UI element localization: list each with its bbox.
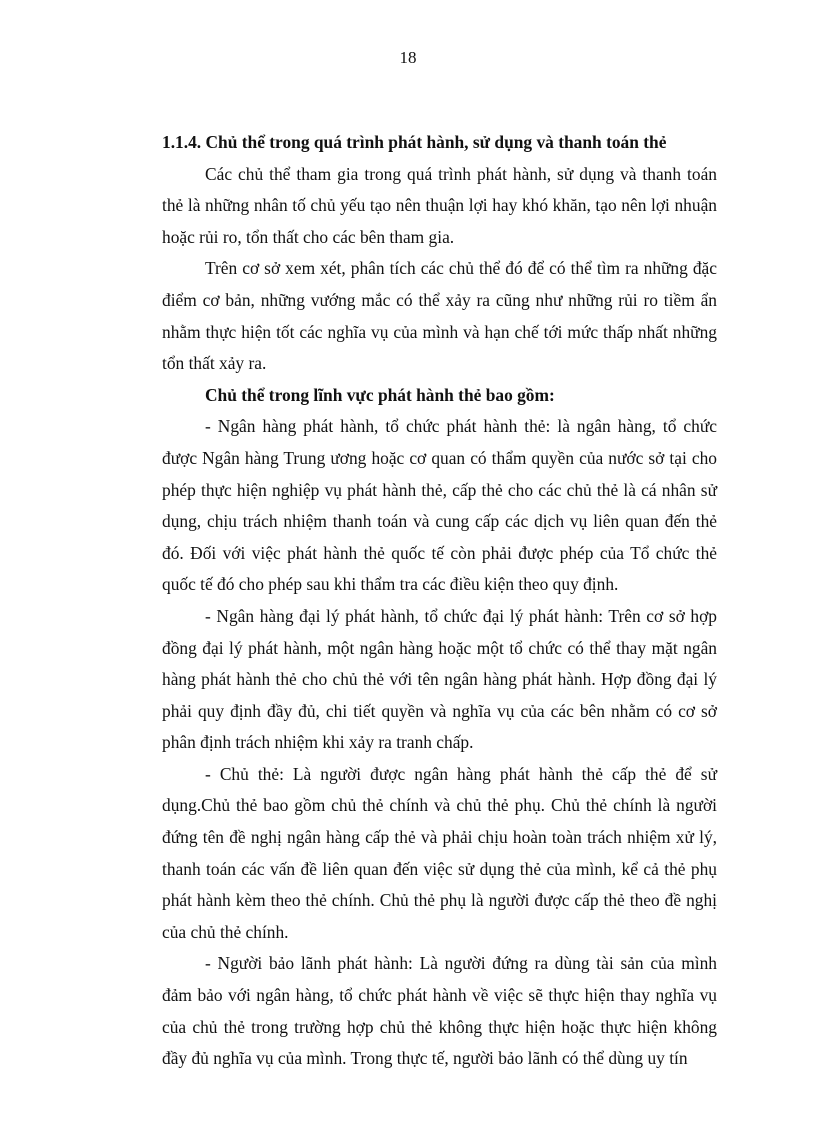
list-item-issuing-bank: - Ngân hàng phát hành, tổ chức phát hành thẻ: là ngân hàng, tổ chức được Ngân hàng Trung ương hoặc cơ quan có thẩm quyền của nước sở tại cho phép thực hiện nghiệp vụ phát hành thẻ, cấp thẻ cho các chủ thẻ là cá nhân sử dụng, chịu trách nhiệm thanh toán và cung cấp các dịch vụ liên quan đến thẻ đó. Đối với việc phát hành thẻ quốc tế còn phải được phép của Tổ chức thẻ quốc tế đó cho phép sau khi thẩm tra các điều kiện theo quy định. (162, 416, 717, 595)
analysis-paragraph: Trên cơ sở xem xét, phân tích các chủ thể đó để có thể tìm ra những đặc điểm cơ bản, những vướng mắc có thể xảy ra cũng như những rủi ro tiềm ẩn nhằm thực hiện tốt các nghĩa vụ của mình và hạn chế tới mức thấp nhất những tổn thất xảy ra. (162, 258, 717, 374)
page-number: 18 (399, 48, 417, 67)
document-body (162, 127, 717, 1075)
list-item-agent-bank: - Ngân hàng đại lý phát hành, tổ chức đại lý phát hành: Trên cơ sở hợp đồng đại lý phát hành, một ngân hàng hoặc một tổ chức có thể thay mặt ngân hàng phát hành thẻ cho chủ thẻ với tên ngân hàng phát hành. Hợp đồng đại lý phải quy định đầy đủ, chi tiết quyền và nghĩa vụ của các bên nhằm có cơ sở phân định trách nhiệm khi xảy ra tranh chấp. (162, 605, 717, 753)
section-heading: 1.1.4. Chủ thể trong quá trình phát hành, sử dụng và thanh toán thẻ (162, 132, 667, 152)
intro-paragraph: Các chủ thể tham gia trong quá trình phát hành, sử dụng và thanh toán thẻ là những nhân tố chủ yếu tạo nên thuận lợi hay khó khăn, tạo nên lợi nhuận hoặc rủi ro, tổn thất cho các bên tham gia. (162, 163, 717, 247)
list-item-guarantor: - Người bảo lãnh phát hành: Là người đứng ra dùng tài sản của mình đảm bảo với ngân hàng, tổ chức phát hành về việc sẽ thực hiện thay nghĩa vụ của chủ thẻ trong trường hợp chủ thẻ không thực hiện hoặc thực hiện không đầy đủ nghĩa vụ của mình. Trong thực tế, người bảo lãnh có thể dùng uy tín (162, 953, 717, 1069)
list-item-cardholder: - Chủ thẻ: Là người được ngân hàng phát hành thẻ cấp thẻ để sử dụng.Chủ thẻ bao gồm chủ thẻ chính và chủ thẻ phụ. Chủ thẻ chính là người đứng tên đề nghị ngân hàng cấp thẻ và phải chịu hoàn toàn trách nhiệm xử lý, thanh toán các vấn đề liên quan đến việc sử dụng thẻ của mình, kể cả thẻ phụ phát hành kèm theo thẻ chính. Chủ thẻ phụ là người được cấp thẻ theo đề nghị của chủ thẻ chính. (162, 763, 717, 942)
subheading: Chủ thể trong lĩnh vực phát hành thẻ bao gồm: (205, 384, 555, 405)
